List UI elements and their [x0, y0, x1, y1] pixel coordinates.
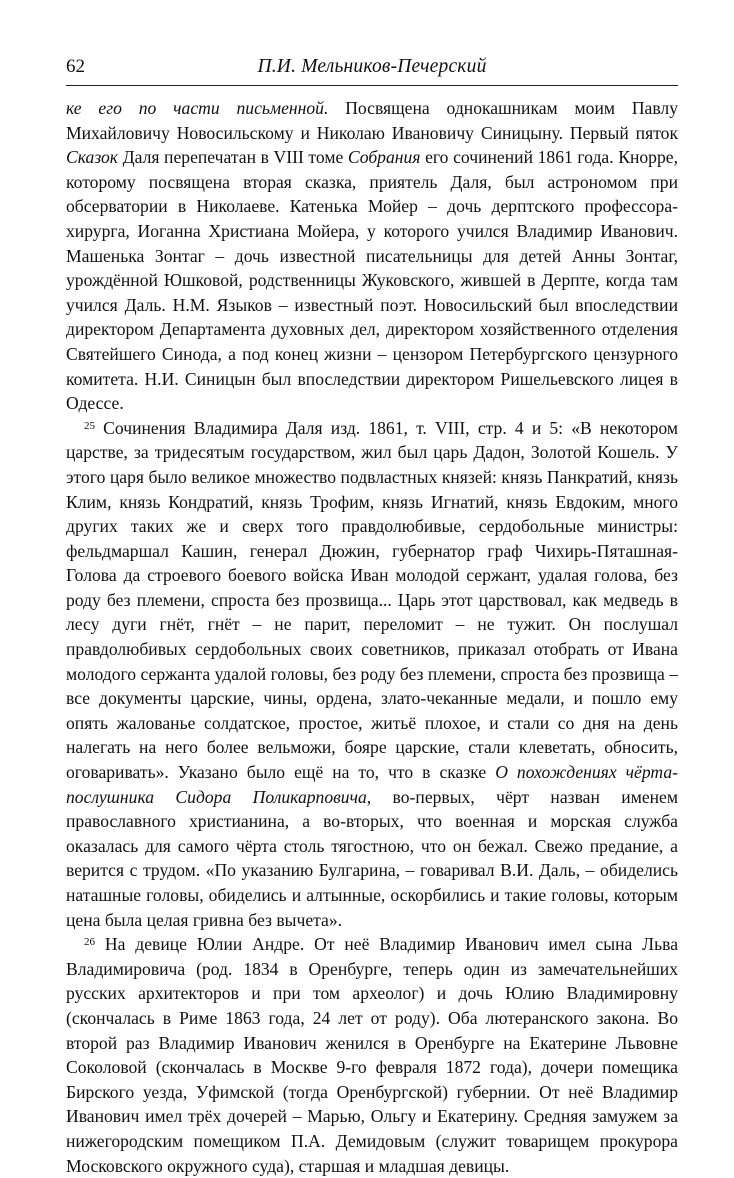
footnote-text: Даля перепечатан в VIII томе — [117, 147, 348, 168]
footnote-text-italic: Сказок — [66, 147, 118, 168]
footnote-text-italic: Собрания — [347, 147, 421, 168]
footnote-number: 25 — [84, 419, 95, 432]
header-rule — [66, 85, 678, 86]
footnote-26 — [66, 932, 678, 1178]
footnote-continuation — [66, 96, 678, 416]
footnote-text: Сочинения Владимира Даля изд. 1861, т. VIII, стр. 4 и 5: «В некотором царстве, за тридесятым государством, жил был царь Дадон, Золотой Кошель. У этого царя было великое множество подвластных князей: князь Панкратий, князь Клим, князь Кондратий, князь Трофим, князь Игнатий, князь Евдоким, много других таких же и сверх того правдолюбивые, сердобольные министры: фельдмаршал Кашин, генерал Дюжин, губернатор граф Чихирь-Пяташная-Голова да строевого боевого войска Иван молодой сержант, удалая голова, без роду без племени, спроста без прозвища... Царь этот царствовал, как медведь в лесу дуги гнёт, гнёт – не парит, переломит – не тужит. Он послушал правдолюбивых сердобольных своих советников, приказал отобрать от Ивана молодого сержанта удалой головы, без роду без племени, спроста без прозвища – все документы царские, чины, ордена, злато-чеканные медали, и пошло ему опять жалованье солдатское, простое, житьё плохое, и стали со дня на день налегать на него более вельможи, бояре царские, стали клеветать, обносить, оговаривать». Указано было ещё на то, что в сказке — [66, 417, 678, 783]
footnote-text-italic: ке его по части письменной. — [66, 98, 329, 118]
footnote-number: 26 — [84, 936, 95, 949]
footnotes-body — [66, 96, 678, 1178]
footnote-25 — [66, 416, 678, 932]
page-number: 62 — [66, 56, 85, 77]
footnote-text: его сочинений 1861 года. Кнорре, которому посвящена вторая сказка, приятель Даля, был астрономом при обсерватории в Николаеве. Катенька Мойер – дочь дерптского профессора-хирурга, Иоганна Христиана Мойера, у которого учился Владимир Иванович. Машенька Зонтаг – дочь известной писательницы для детей Анны Зонтаг, урождённой Юшковой, родственницы Жуковского, жившей в Дерпте, когда там учился Даль. Н.М. Языков – известный поэт. Новосильский был впоследствии директором Департамента духовных дел, директором хозяйственного отделения Святейшего Синода, а под конец жизни – цензором Петербургского цензурного комитета. Н.И. Синицын был впоследствии директором Ришельевского лицея в Одессе. — [66, 147, 678, 414]
footnote-text-italic: О похождениях чёрта-послушника Сидора Поликарповича, — [66, 762, 678, 807]
footnote-text: На девице Юлии Андре. От неё Владимир Иванович имел сына Льва Владимировича (род. 1834 в Оренбурге, теперь один из замечательнейших русских архитекторов и при том археолог) и дочь Юлию Владимировну (скончалась в Риме 1863 года, 24 лет от роду). Оба лютеранского закона. Во второй раз Владимир Иванович женился в Оренбурге на Екатерине Львовне Соколовой (скончалась в Москве 9-го февраля 1872 года), дочери помещика Бирского уезда, Уфимской (тогда Оренбургской) губернии. От неё Владимир Иванович имел трёх дочерей – Марью, Ольгу и Екатерину. Средняя замужем за нижегородским помещиком П.А. Демидовым (служит товарищем прокурора Московского окружного суда), старшая и младшая девицы. — [66, 934, 678, 1176]
footnote-text: во-первых, чёрт назван именем православного христианина, а во-вторых, что военная и морская служба оказалась для самого чёрта столь тягостною, что он бежал. Свежо предание, а верится с трудом. «По указанию Булгарина, – говаривал В.И. Даль, – обиделись наташные головы, обиделись и алтынные, оскорбились и такие головы, которым цена была целая гривна без вычета». — [66, 786, 678, 930]
footnote-text: Посвящена однокашникам моим Павлу Михайловичу Новосильскому и Николаю Ивановичу Синицыну. Первый пяток — [66, 98, 679, 143]
running-title: П.И. Мельников-Печерский — [257, 56, 487, 77]
page-header — [66, 52, 678, 92]
